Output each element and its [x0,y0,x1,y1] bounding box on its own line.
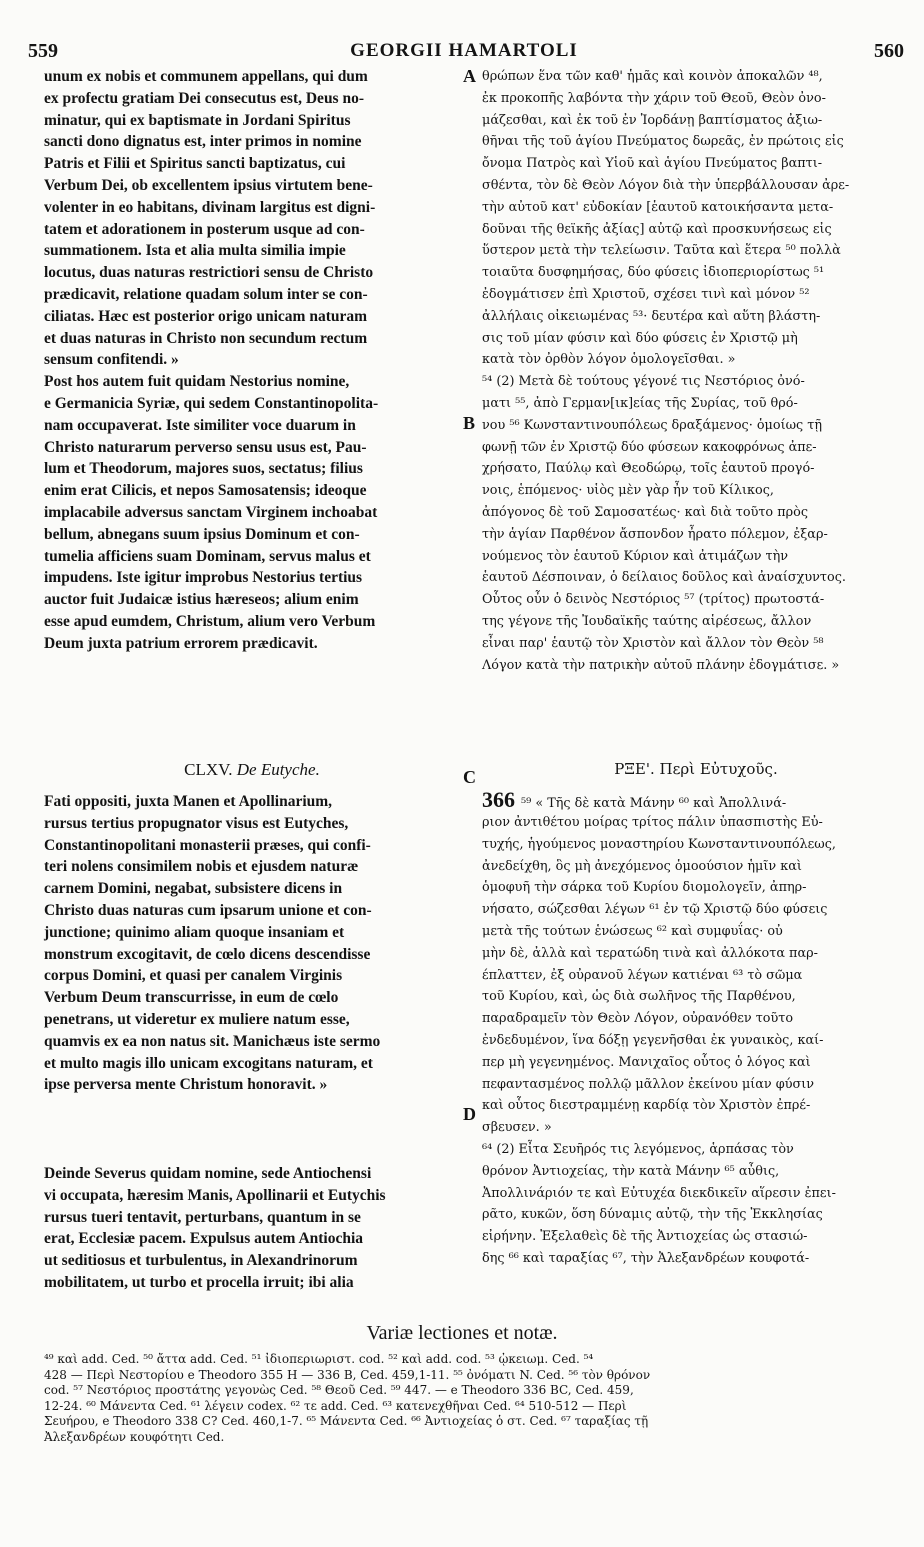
greek-text-line: τὴν ἁγίαν Παρθένον ἄσπονδον ἦρατο πόλεμον, ἐξαρ- [482,526,828,542]
greek-text-line: νου ⁵⁶ Κωνσταντινουπόλεως δραξάμενος· ὁμοίως τῇ [482,417,823,433]
latin-text-line: tumelia afficiens suam Dominam, servus malus et [44,547,371,565]
greek-text-line: σβευσεν. » [482,1120,552,1136]
greek-text-line: ματι ⁵⁵, ἀπὸ Γερμαν[ικ]είας τῆς Συρίας, τοῦ θρό- [482,395,798,411]
latin-text-line: esse apud eumdem, Christum, alium vero Verbum [44,612,376,630]
greek-text-line: ἐδογμάτισεν ἐπὶ Χριστοῦ, σχέσει τινὶ καὶ μόνον ⁵² [482,286,810,302]
latin-column-block-1 [44,66,460,655]
greek-text-line: ἐνδεδυμένον, ἵνα δόξῃ γεγενῆσθαι ἐκ γυναικὸς, καί- [482,1032,824,1048]
greek-text-line: θῆναι τῆς τοῦ ἁγίου Πνεύματος δωρεᾶς, ἐν πρώτοις εἰς [482,134,844,150]
latin-text-line: auctor fuit Judaicæ istius hæreseos; alium enim [44,591,359,609]
margin-letter-c: C [463,767,476,787]
page-number-right: 560 [874,40,904,62]
greek-text-line: σις τοῦ μίαν φύσιν καὶ δύο φύσεις ἐν Χριστῷ μὴ [482,330,798,346]
latin-text-line: nam occupaverat. Iste similiter voce duarum in [44,416,356,434]
latin-text-line: sancti dono dignatus est, inter primos in nomine [44,133,362,151]
latin-text-line: corpus Domini, et quasi per canalem Virginis [44,967,343,985]
margin-letter-a: A [463,66,476,86]
greek-text-line: ὄνομα Πατρὸς καὶ Υἱοῦ καὶ ἁγίου Πνεύματος βαπτι- [482,156,823,172]
latin-text-line: erat, Ecclesiæ pacem. Expulsus autem Antiochia [44,1230,364,1248]
greek-text-line: ⁵⁴ (2) Μετὰ δὲ τούτους γέγονέ τις Νεστόριος ὀνό- [482,374,805,390]
latin-text-line: ciliatas. Hæc est posterior origo unicam naturam [44,307,368,325]
margin-letter-d: D [463,1104,476,1124]
latin-text-line: Fati oppositi, juxta Manen et Apollinarium, [44,793,333,810]
greek-text-line: καὶ οὗτος διεστραμμένῃ καρδίᾳ τὸν Χριστὸν ἐπρέ- [482,1098,811,1114]
latin-text-line: Patris et Filii et Spiritus sancti baptizatus, cui [44,155,346,173]
greek-text-line: χρήσατο, Παύλῳ καὶ Θεοδώρῳ, τοῖς ἑαυτοῦ προγό- [482,461,815,477]
greek-column-block-2 [482,812,910,1270]
greek-text-line: εἶναι παρ' ἑαυτῷ τὸν Χριστὸν καὶ ἄλλον τὸν Θεὸν ⁵⁸ [482,635,824,651]
greek-text-line: περ μὴ γεγενημένος. Μανιχαῖος οὗτος ὁ λόγος καὶ [482,1054,811,1070]
latin-text-line: et multo magis illo unicam excogitans naturam, et [44,1054,373,1072]
latin-column-block-3 [44,1163,460,1294]
greek-text-line: φωνῇ τῶν ἐν Χριστῷ δύο φύσεων κακοφρόνως ἀπε- [482,439,817,455]
note-line: 12-24. ⁶⁰ Μάνεντα Ced. ⁶¹ λέγειν codex. ⁶² τε add. Ced. ⁶³ κατενεχθῆναι Ced. ⁶⁴ 510-512 — Περὶ [44,1398,627,1413]
greek-section-heading: ΡΞΕ'. Περὶ Εὐτυχοῦς. [614,760,778,778]
greek-text-line: τὴν αὐτοῦ κατ' εὐδοκίαν [ἑαυτοῦ κατοικήσαντα μετα- [482,199,834,215]
greek-text-line: δοῦναι τῆς θεϊκῆς ἀξίας] αὐτῷ καὶ προσκυνήσεως εἰς [482,221,832,237]
latin-text-line: mobilitatem, ut turbo et procella irruit; ibi alia [44,1273,354,1291]
latin-text-line: Post hos autem fuit quidam Nestorius nomine, [44,373,350,391]
latin-text-line: teri nolens consimilem nobis et ejusdem naturæ [44,858,359,876]
latin-text-line: penetrans, ut videretur ex muliere natum esse, [44,1010,350,1028]
latin-text-line: ipse perversa mente Christum honoravit. » [44,1076,328,1094]
latin-text-line: et duas naturas in Christo non secundum rectum [44,329,368,347]
greek-text-line: πεφαντασμένος πολλῷ μᾶλλον ἐκείνου μίαν φύσιν [482,1076,815,1092]
greek-text-line: νήσατο, σώζεσθαι λέγων ⁶¹ ἐν τῷ Χριστῷ δύο φύσεις [482,902,828,918]
latin-text-line: monstrum excogitavit, de cœlo dicens descendisse [44,945,371,963]
latin-text-line: prædicavit, relatione quadam solum inter se con- [44,285,368,303]
greek-text-line: δης ⁶⁶ καὶ ταραξίας ⁶⁷, τὴν Ἀλεξανδρέων κουφοτά- [482,1250,810,1266]
greek-column-block-1 [482,66,910,676]
greek-text-line: ἀλλήλαις οἰκειωμένας ⁵³· δευτέρα καὶ αὕτη βλάστη- [482,308,821,324]
greek-text-line: ἑαυτοῦ Δέσποιναν, ὁ δείλαιος δοῦλος καὶ ἀναίσχυντος. [482,570,846,586]
latin-text-line: Christo duas naturas cum ipsarum unione et con- [44,901,372,919]
greek-text-line: τοιαῦτα δυσφημήσας, δύο φύσεις ἰδιοπεριορίστως ⁵¹ [482,265,825,281]
greek-text-line: μετὰ τῆς τούτων ἑνώσεως ⁶² καὶ συμφυΐας· οὐ [482,923,783,939]
greek-text-line: ὁμοφυῆ τὴν σάρκα τοῦ Κυρίου διομολογεῖν, ἀπηρ- [482,880,807,896]
latin-text-line: ut seditiosus et turbulentus, in Alexandrinorum [44,1252,358,1270]
greek-text-line: μάζεσθαι, καὶ ἐκ τοῦ ἐν Ἰορδάνῃ βαπτίσματος ἀξιω- [482,112,823,128]
latin-column-block-2 [44,791,460,1096]
latin-text-line: carnem Domini, negabat, subsistere dicens in [44,880,343,898]
latin-section-number: CLXV. [184,760,233,779]
greek-text-line: εἰρήνην. Ἐξελαθεὶς δὲ τῆς Ἀντιοχείας ὡς στασιώ- [482,1229,808,1245]
latin-text-line: e Germanicia Syriæ, qui sedem Constantinopolita- [44,394,379,412]
greek-text-line: τοῦ Κυρίου, καὶ, ὡς διὰ σωλῆνος τῆς Παρθένου, [482,989,796,1005]
greek-text-line: της γέγονε τῆς Ἰουδαϊκῆς ταύτης αἱρέσεως, ἄλλον [482,613,812,629]
latin-text-line: Constantinopolitani monasterii præses, qui confi- [44,836,371,854]
latin-text-line: Deum juxta patrium errorem prædicavit. [44,634,318,652]
note-line: Ἀλεξανδρέων κουφότητι Ced. [44,1429,225,1444]
latin-text-line: junctione; quinimo aliam quoque insaniam et [44,923,345,941]
latin-text-line: Verbum Dei, ob excellentem ipsius virtutem bene- [44,176,373,194]
margin-letter-b: B [463,413,476,433]
latin-text-line: impudens. Iste igitur improbus Nestorius tertius [44,569,363,587]
note-line: ⁴⁹ καὶ add. Ced. ⁵⁰ ἄττα add. Ced. ⁵¹ ἰδιοπεριωριστ. cod. ⁵² καὶ add. cod. ⁵³ ᾠκειωμ. Ced. ⁵⁴ [44,1352,594,1366]
greek-text-line: ἀνεδείχθη, ὃς μὴ ἀνεχόμενος ὁμοούσιον ἡμῖν καὶ [482,858,802,874]
latin-text-line: Deinde Severus quidam nomine, sede Antiochensi [44,1165,372,1182]
latin-text-line: sensum confitendi. » [44,351,179,369]
latin-text-line: locutus, duas naturas restrictiori sensu de Christo [44,264,374,282]
section-number-366: 366 [482,787,515,812]
greek-text-line: μὴν δὲ, ἀλλὰ καὶ τερατώδη τινὰ καὶ ἀλλόκοτα παρ- [482,945,818,961]
latin-section-subtitle: De Eutyche. [236,760,320,779]
greek-first-line-text: ⁵⁹ « Τῆς δὲ κατὰ Μάνην ⁶⁰ καὶ Ἀπολλινά- [521,796,787,811]
greek-text-line: Λόγον κατὰ τὴν πατρικὴν αὐτοῦ πλάνην ἐδογμάτισε. » [482,657,840,673]
greek-text-line: ὕστερον μετὰ τὴν τελείωσιν. Ταῦτα καὶ ἕτερα ⁵⁰ πολλὰ [482,243,841,259]
latin-text-line: tatem et adorationem in posterum usque ad con- [44,220,365,238]
latin-text-line: ex profectu gratiam Dei consecutus est, Deus no- [44,89,364,107]
note-line: 428 — Περὶ Νεστορίου e Theodoro 355 H — 336 B, Ced. 459,1-11. ⁵⁵ ὀνόματι N. Ced. ⁵⁶ τὸν θρόνον [44,1367,651,1382]
greek-text-line: τυχής, ἡγούμενος μοναστηρίου Κωνσταντινουπόλεως, [482,836,836,852]
greek-text-line: ἀπόγονος δὲ τοῦ Σαμοσατέως· καὶ διὰ τοῦτο πρὸς [482,504,809,520]
greek-text-line: ρᾶτο, κυκῶν, ὅση δύναμις αὐτῷ, τὴν τῆς Ἐκκλησίας [482,1207,823,1223]
latin-section-heading [44,760,460,780]
greek-text-line: ριον ἀντιθέτου μοίρας τρίτος πάλιν ὑπασπιστὴς Εὐ- [482,815,823,830]
page-number-left: 559 [28,40,58,62]
latin-text-line: vi occupata, hæresim Manis, Apollinarii et Eutychis [44,1186,386,1204]
notes-title: Variæ lectiones et notæ. [366,1322,558,1344]
latin-text-line: implacabile adversus sanctam Virginem inchoabat [44,503,378,521]
greek-text-line: έπλαττεν, ἐξ οὐρανοῦ λέγων κατιέναι ⁶³ τὸ σῶμα [482,967,803,983]
latin-text-line: rursus tueri tentavit, perturbans, quantum in se [44,1208,361,1226]
latin-text-line: quamvis ex ea non natus sit. Manichæus iste sermo [44,1032,381,1050]
latin-text-line: minatur, qui ex baptismate in Jordani Spiritus [44,111,351,129]
greek-text-line: νούμενος τὸν ἑαυτοῦ Κύριον καὶ ἀτιμάζων τὴν [482,548,789,564]
greek-text-line: παραδραμεῖν τὸν Θεὸν Λόγον, οὐρανόθεν τοῦτο [482,1011,794,1027]
greek-text-line: θρόνον Ἀντιοχείας, τὴν κατὰ Μάνην ⁶⁵ αὖθις, [482,1163,780,1179]
latin-text-line: summationem. Ista et alia multa similia impie [44,242,346,260]
latin-text-line: Christo naturarum perverso sensu usus est, Pau- [44,438,367,456]
greek-text-line: ⁶⁴ (2) Εἶτα Σευῆρός τις λεγόμενος, ἁρπάσας τὸν [482,1141,794,1157]
greek-text-line: θρώπων ἕνα τῶν καθ' ἡμᾶς καὶ κοινὸν ἀποκαλῶν ⁴⁸, [482,69,823,84]
latin-text-line: enim erat Cilicis, et nepos Samosatensis; ideoque [44,482,367,500]
page-header [20,40,908,66]
latin-text-line: rursus tertius propugnator visus est Eutyches, [44,814,349,832]
latin-text-line: lum et Theodorum, majores suos, sectatus; filius [44,460,363,478]
greek-text-line: κατὰ τὸν ὀρθὸν λόγον ὁμολογεῖσθαι. » [482,352,736,368]
running-title: GEORGII HAMARTOLI [350,40,578,61]
greek-text-line: ἐκ προκοπῆς λαβόντα τὴν χάριν τοῦ Θεοῦ, Θεὸν ὀνο- [482,90,826,106]
greek-text-line: Οὗτος οὖν ὁ δεινὸς Νεστόριος ⁵⁷ (τρίτος) πρωτοστά- [482,592,825,608]
notes-block [44,1352,910,1445]
latin-text-line: Verbum Deum transcurrisse, in eum de cœlo [44,989,339,1007]
greek-text-line: νοις, ἑπόμενος· υἱὸς μὲν γὰρ ἦν τοῦ Κίλικος, [482,483,774,499]
latin-text-line: unum ex nobis et communem appellans, qui dum [44,68,368,85]
greek-text-line: Ἀπολλινάριόν τε καὶ Εὐτυχέα διεκδικεῖν αἵρεσιν ἐπει- [482,1185,836,1201]
latin-text-line: volenter in eo habitans, divinam largitus est digni- [44,198,376,216]
greek-text-line: σθέντα, τὸν δὲ Θεὸν Λόγον διὰ τὴν ὑπερβάλλουσαν ἀρε- [482,177,850,193]
note-line: cod. ⁵⁷ Νεστόριος προστάτης γεγονὼς Ced. ⁵⁸ Θεοῦ Ced. ⁵⁹ 447. — e Theodoro 336 BC, Ced. 459, [44,1383,634,1397]
note-line: Σευήρου, e Theodoro 338 C? Ced. 460,1-7. ⁶⁵ Μάνεντα Ced. ⁶⁶ Ἀντιοχείας ὁ στ. Ced. ⁶⁷ ταραξίας τῇ [44,1414,649,1428]
latin-text-line: bellum, abnegans suum ipsius Dominum et con- [44,525,360,543]
